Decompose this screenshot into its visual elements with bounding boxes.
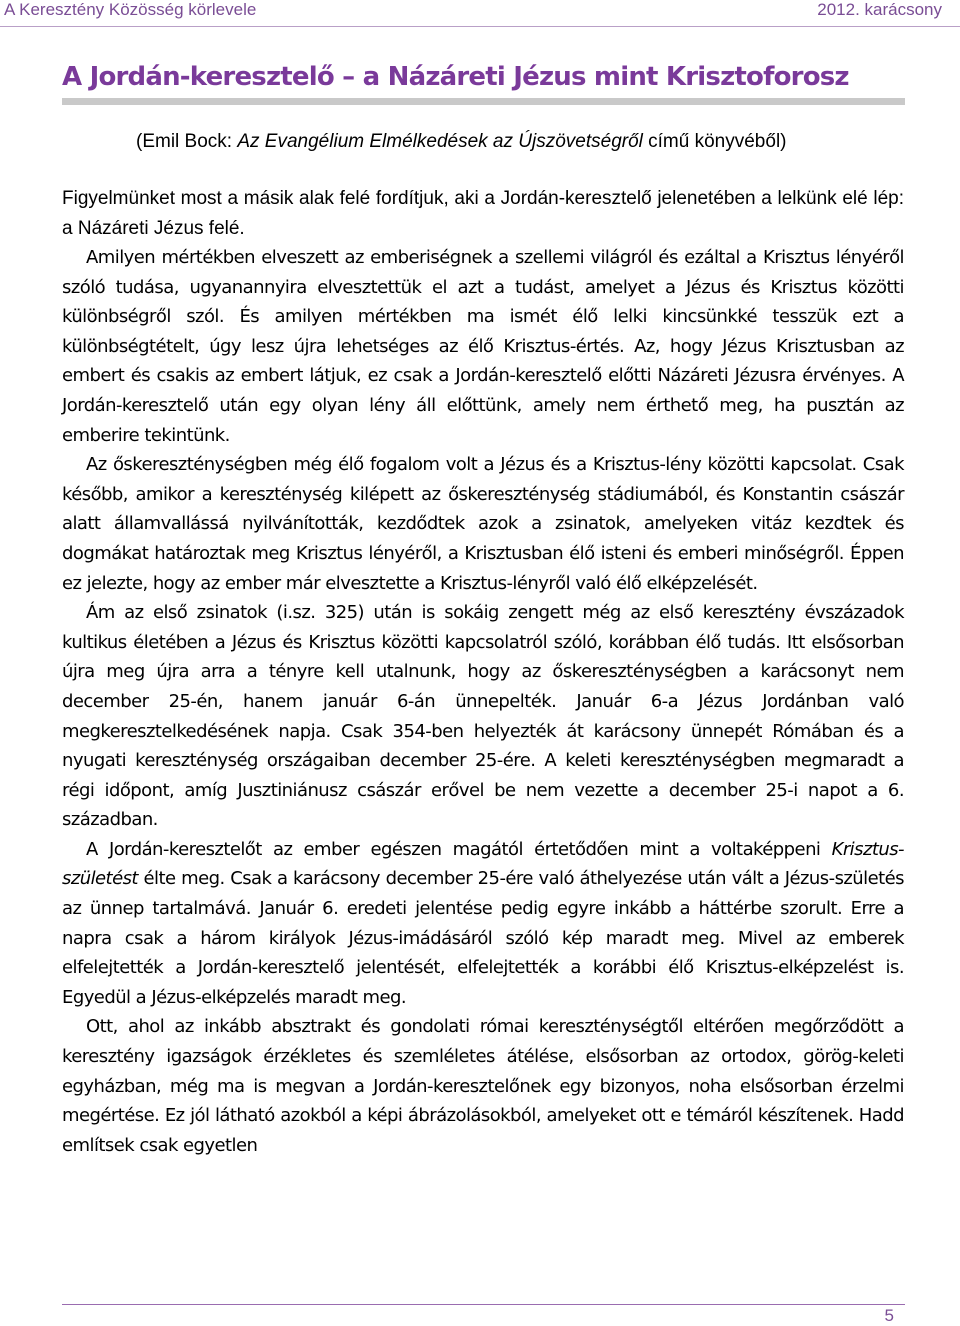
paragraph-3: Ám az első zsinatok (i.sz. 325) után is sokáig zengett még az első keresztény évszázadok kultikus életében a Jézus és Krisztus közötti kapcsolatról szóló, korábban élő tudás. Itt elsősorban újra meg újra arra a tényre kell utalnunk, hogy az őskereszténységben a karácsonyt nem december 25-én, hanem január 6-án ünnepelték. Január 6-a Jézus Jordánban való megkeresztelkedésének napja. Csak 354-ben helyezték át karácsony ünnepét Rómában és a nyugati kereszténység országaiban december 25-ére. A keleti kereszténységben megmaradt a régi időpont, amíg Jusztiniánusz császár erővel be nem vezette a december 25-i napot a 6. században.: [62, 602, 904, 831]
paragraph-4-start: A Jordán-keresztelőt az ember egészen magától értetődően mint a voltaképpeni: [86, 838, 832, 860]
paragraph-4-emphasis: Krisztus-születést: [62, 838, 904, 890]
paragraph-5: Ott, ahol az inkább absztrakt és gondolati római kereszténységtől eltérően megőrződött a keresztény igazságok érzékletes és szemléletes átélése, elsősorban az ortodox, görög-keleti egyházban, még ma is megvan a Jordán-keresztelőnek egy bizonyos, noha elsősorban érzelmi megértése. Ez jól látható azokból a képi ábrázolásokból, amelyeket ott e témáról készítenek. Hadd említsek csak egyetlen: [62, 1016, 904, 1156]
intro-text: Figyelmünket most a másik alak felé fordítjuk, aki a Jordán-keresztelő jelenetében a lelkünk elé lép: a Názáreti Jézus felé.: [62, 188, 904, 239]
title-underline-divider: [62, 98, 905, 105]
citation-close: című könyvéből): [642, 131, 787, 152]
paragraph-1: Amilyen mértékben elveszett az emberiségnek a szellemi világról és ezáltal a Krisztus lényéről szóló tudása, ugyanannyira elvesztettük el azt a tudást, amelyet a Jézus és Krisztus közötti különbségről szól. És amilyen mértékben ma ismét élő lelki kincsünkké tesszük ezt a különbségtételt, úgy lesz újra lehetséges az élő Krisztus-értés. Az, hogy Jézus Krisztusban az embert és csakis az embert látjuk, ez csak a Jordán-keresztelő előtti Názáreti Jézusra érvényes. A Jordán-keresztelő után egy olyan lény áll előttünk, amely nem érthető meg, ha pusztán az emberire tekintünk.: [62, 247, 904, 446]
page-number: 5: [884, 1306, 894, 1325]
header-issue-date: 2012. karácsony: [817, 0, 942, 19]
paragraph-4-end: élte meg. Csak a karácsony december 25-ére való áthelyezése után vált a Jézus-születés az ünnep tartalmává. Január 6. eredeti jelentése pedig egyre inkább a háttérbe szorult. Erre a napra csak a három királyok Jézus-imádásáról szóló kép maradt meg. Mivel az emberek elfelejtették a Jordán-keresztelő jelentését, elfelejtették a korábbi élő Krisztus-elképzelést is. Egyedül a Jézus-elképzelés maradt meg.: [62, 868, 904, 1008]
paragraph-4: [62, 835, 904, 1013]
intro-paragraph: [62, 184, 904, 243]
paragraph-2: Az őskereszténységben még élő fogalom volt a Jézus és a Krisztus-lény közötti kapcsolat. Csak később, amikor a kereszténység kilépett az őskereszténység stádiumából, és Konstantin császár alatt államvallássá nyilvánították, kezdődtek azok a zsinatok, amelyeken vitáz kezdtek és dogmákat határoztak meg Krisztus lényéről, a Krisztusban élő isteni és emberi minőségről. Éppen ez jelezte, hogy az ember már elvesztette a Krisztus-lényről való élő elképzelését.: [62, 454, 904, 594]
article-title: A Jordán-keresztelő – a Názáreti Jézus mint Krisztoforosz: [62, 62, 849, 92]
footer-divider: [62, 1304, 905, 1305]
article-body: [62, 243, 904, 1160]
header-publication-title: A Keresztény Közösség körlevele: [4, 0, 257, 19]
page-header: [0, 0, 960, 27]
citation-book-title: Az Evangélium Elmélkedések az Újszövetségről: [237, 131, 643, 152]
citation-open: (Emil Bock:: [136, 131, 238, 152]
article-source-citation: [136, 128, 896, 156]
